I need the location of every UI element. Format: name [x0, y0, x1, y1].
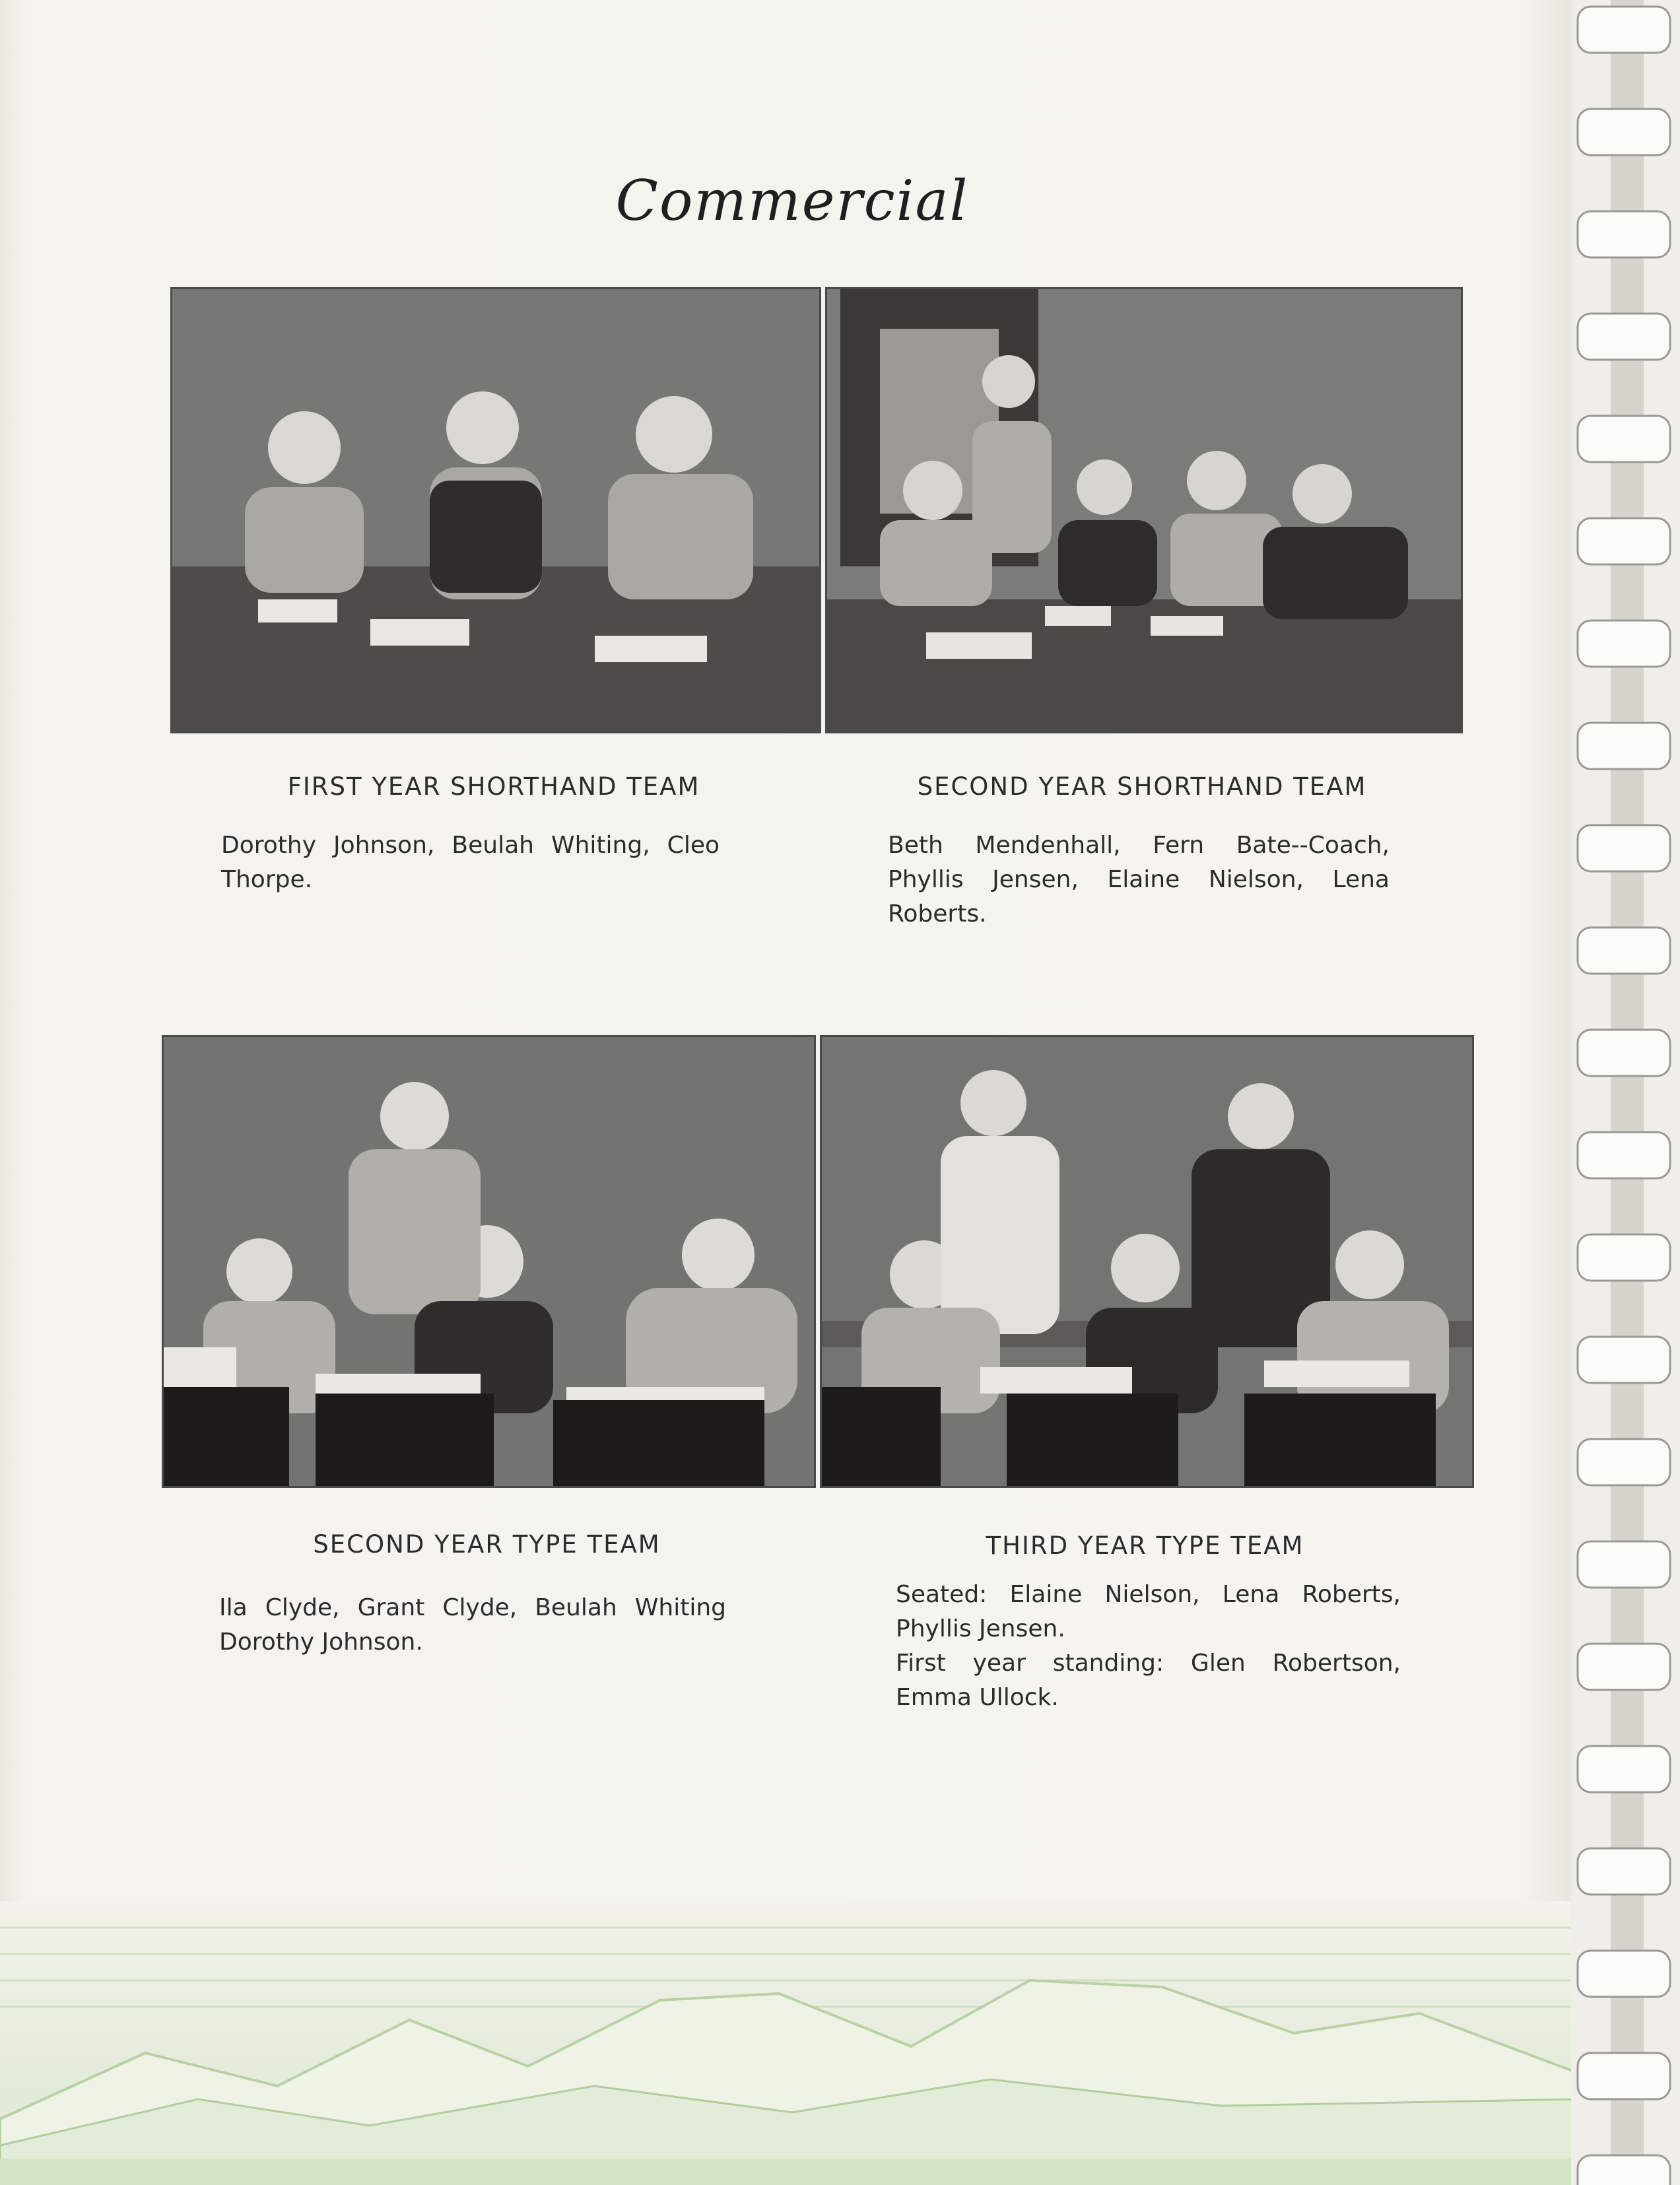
binding-coil: [1578, 314, 1670, 360]
binding-coil: [1578, 109, 1670, 155]
binding-coil: [1578, 1234, 1670, 1281]
heading-second-year-shorthand: SECOND YEAR SHORTHAND TEAM: [917, 772, 1367, 801]
names-third-year-type: [896, 1578, 1401, 1715]
names-second-year-shorthand: [888, 828, 1390, 931]
mountain-illustration: [0, 1901, 1578, 2185]
binding-coil: [1578, 621, 1670, 667]
names-second-year-type: [219, 1591, 726, 1660]
page-title: Commercial: [615, 168, 969, 233]
names-third-year-type-standing: First year standing: Glen Robertson, Emma Ullock.: [896, 1650, 1401, 1711]
binding-coil: [1578, 416, 1670, 462]
binding-coil: [1578, 1541, 1670, 1588]
binding-coil: [1578, 2155, 1670, 2185]
heading-third-year-type: THIRD YEAR TYPE TEAM: [986, 1531, 1304, 1560]
binding-coil: [1578, 825, 1670, 871]
binding-coil: [1578, 1132, 1670, 1178]
binding-coil: [1578, 1746, 1670, 1792]
binding-coil: [1578, 1439, 1670, 1485]
names-third-year-type-seated: Seated: Elaine Nielson, Lena Roberts, Phyllis Jensen.: [896, 1581, 1401, 1642]
photo-first-year-shorthand: [170, 287, 821, 733]
binding-coil: [1578, 1848, 1670, 1895]
spiral-binding: [1571, 0, 1680, 2185]
names-second-year-shorthand-text: Beth Mendenhall, Fern Bate--Coach, Phyllis Jensen, Elaine Nielson, Lena Roberts.: [888, 832, 1390, 927]
names-second-year-type-text: Ila Clyde, Grant Clyde, Beulah Whiting Dorothy Johnson.: [219, 1594, 726, 1656]
binding-coil: [1578, 518, 1670, 564]
binding-coil: [1578, 1337, 1670, 1383]
binding-coil: [1578, 7, 1670, 53]
heading-first-year-shorthand: FIRST YEAR SHORTHAND TEAM: [287, 772, 700, 801]
photo-third-year-type: [820, 1035, 1474, 1488]
binding-coil: [1578, 927, 1670, 974]
binding-coil: [1578, 1951, 1670, 1997]
binding-coil: [1578, 1030, 1670, 1076]
photo-second-year-shorthand: [825, 287, 1463, 733]
binding-coil: [1578, 211, 1670, 257]
photo-second-year-type: [162, 1035, 816, 1488]
binding-coil: [1578, 1644, 1670, 1690]
binding-coil: [1578, 2053, 1670, 2099]
names-first-year-shorthand-text: Dorothy Johnson, Beulah Whiting, Cleo Thorpe.: [221, 832, 720, 893]
heading-second-year-type: SECOND YEAR TYPE TEAM: [313, 1530, 661, 1559]
binding-coil: [1578, 723, 1670, 769]
names-first-year-shorthand: [221, 828, 720, 897]
